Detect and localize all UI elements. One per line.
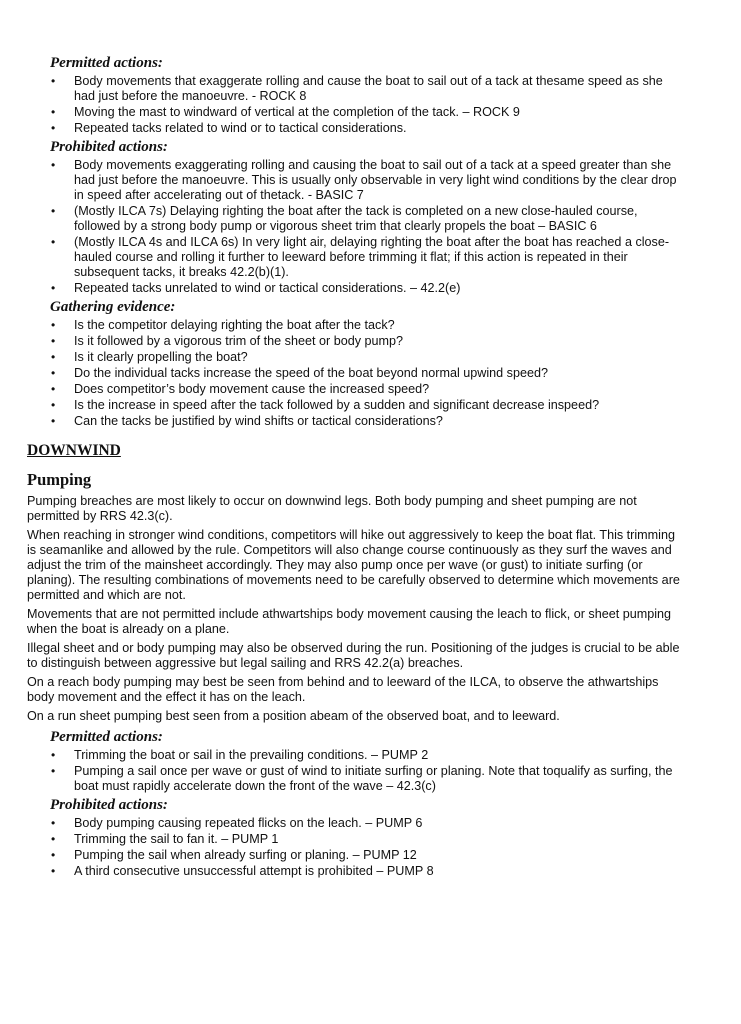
paragraph: On a run sheet pumping best seen from a position abeam of the observed boat, and to leeward. [27,709,560,723]
gathering-evidence-list [27,318,685,429]
list-item: • (Mostly ILCA 7s) Delaying righting the boat after the tack is completed on a new close-hauled course, followed by a strong body pump or vigorous sheet trim that clearly propels the boat – BASIC 6 [74,204,685,234]
gathering-evidence-heading: Gathering evidence: [50,299,176,315]
list-item: • Pumping the sail when already surfing or planing. – PUMP 12 [74,848,685,863]
list-item: • Is the competitor delaying righting the boat after the tack? [74,318,685,333]
list-item: • Trimming the boat or sail in the prevailing conditions. – PUMP 2 [74,748,685,763]
list-item: • Body pumping causing repeated flicks on the leach. – PUMP 6 [74,816,685,831]
downwind-permitted-list [27,748,685,794]
downwind-heading: DOWNWIND [27,442,121,459]
list-item: • Is it clearly propelling the boat? [74,350,685,365]
list-item: • Trimming the sail to fan it. – PUMP 1 [74,832,685,847]
list-item: • Does competitor’s body movement cause the increased speed? [74,382,685,397]
pumping-heading: Pumping [27,470,92,489]
downwind-prohibited-list [27,816,685,879]
list-item: • Is the increase in speed after the tack followed by a sudden and significant decrease inspeed? [74,398,685,413]
list-item: • Do the individual tacks increase the speed of the boat beyond normal upwind speed? [74,366,685,381]
paragraph: On a reach body pumping may best be seen from behind and to leeward of the ILCA, to observe the athwartships body movement and the effect it has on the leach. [27,675,659,704]
list-item: • (Mostly ILCA 4s and ILCA 6s) In very light air, delaying righting the boat after the boat has reached a close-hauled course and rolling it further to leeward before trimming it flat; if this action is repeated in their subsequent tacks, it breaks 42.2(b)(1). [74,235,685,280]
prohibited-actions-list [27,158,685,296]
paragraph: Illegal sheet and or body pumping may also be observed during the run. Positioning of the judges is crucial to be able to distinguish between aggressive but legal sailing and RRS 42.2(a) breaches. [27,641,680,670]
paragraph: When reaching in stronger wind conditions, competitors will hike out aggressively to keep the boat flat. This trimming is seamanlike and allowed by the rule. Competitors will also change course continuously as they surf the waves and adjust the trim of the mainsheet accordingly. They may also pump once per wave (or gust) to initiate surfing (or planing). The resulting combinations of movements need to be carefully observed to determine which movements are permitted and which are not. [27,528,680,602]
list-item: • Is it followed by a vigorous trim of the sheet or body pump? [74,334,685,349]
list-item: • Body movements that exaggerate rolling and cause the boat to sail out of a tack at thesame speed as she had just before the manoeuvre. - ROCK 8 [74,74,685,104]
paragraph: Movements that are not permitted include athwartships body movement causing the leach to flick, or sheet pumping when the boat is already on a plane. [27,607,672,636]
permitted-actions-list [27,74,685,136]
list-item: • Repeated tacks unrelated to wind or tactical considerations. – 42.2(e) [74,281,685,296]
prohibited-actions-heading: Prohibited actions: [50,139,168,155]
list-item: • Can the tacks be justified by wind shifts or tactical considerations? [74,414,685,429]
list-item: • A third consecutive unsuccessful attempt is prohibited – PUMP 8 [74,864,685,879]
permitted-actions-heading: Permitted actions: [50,55,163,71]
list-item: • Repeated tacks related to wind or to tactical considerations. [74,121,685,136]
list-item: • Moving the mast to windward of vertical at the completion of the tack. – ROCK 9 [74,105,685,120]
paragraph: Pumping breaches are most likely to occur on downwind legs. Both body pumping and sheet pumping are not permitted by RRS 42.3(c). [27,494,637,523]
downwind-permitted-heading: Permitted actions: [50,729,163,745]
list-item: • Pumping a sail once per wave or gust of wind to initiate surfing or planing. Note that toqualify as surfing, the boat must rapidly accelerate down the front of the wave – 42.3(c) [74,764,685,794]
list-item: • Body movements exaggerating rolling and causing the boat to sail out of a tack at a speed greater than she had just before the manoeuvre. This is usually only observable in very light wind conditions by the clear drop in speed after accelerating out of thetack. - BASIC 7 [74,158,685,203]
downwind-prohibited-heading: Prohibited actions: [50,797,168,813]
